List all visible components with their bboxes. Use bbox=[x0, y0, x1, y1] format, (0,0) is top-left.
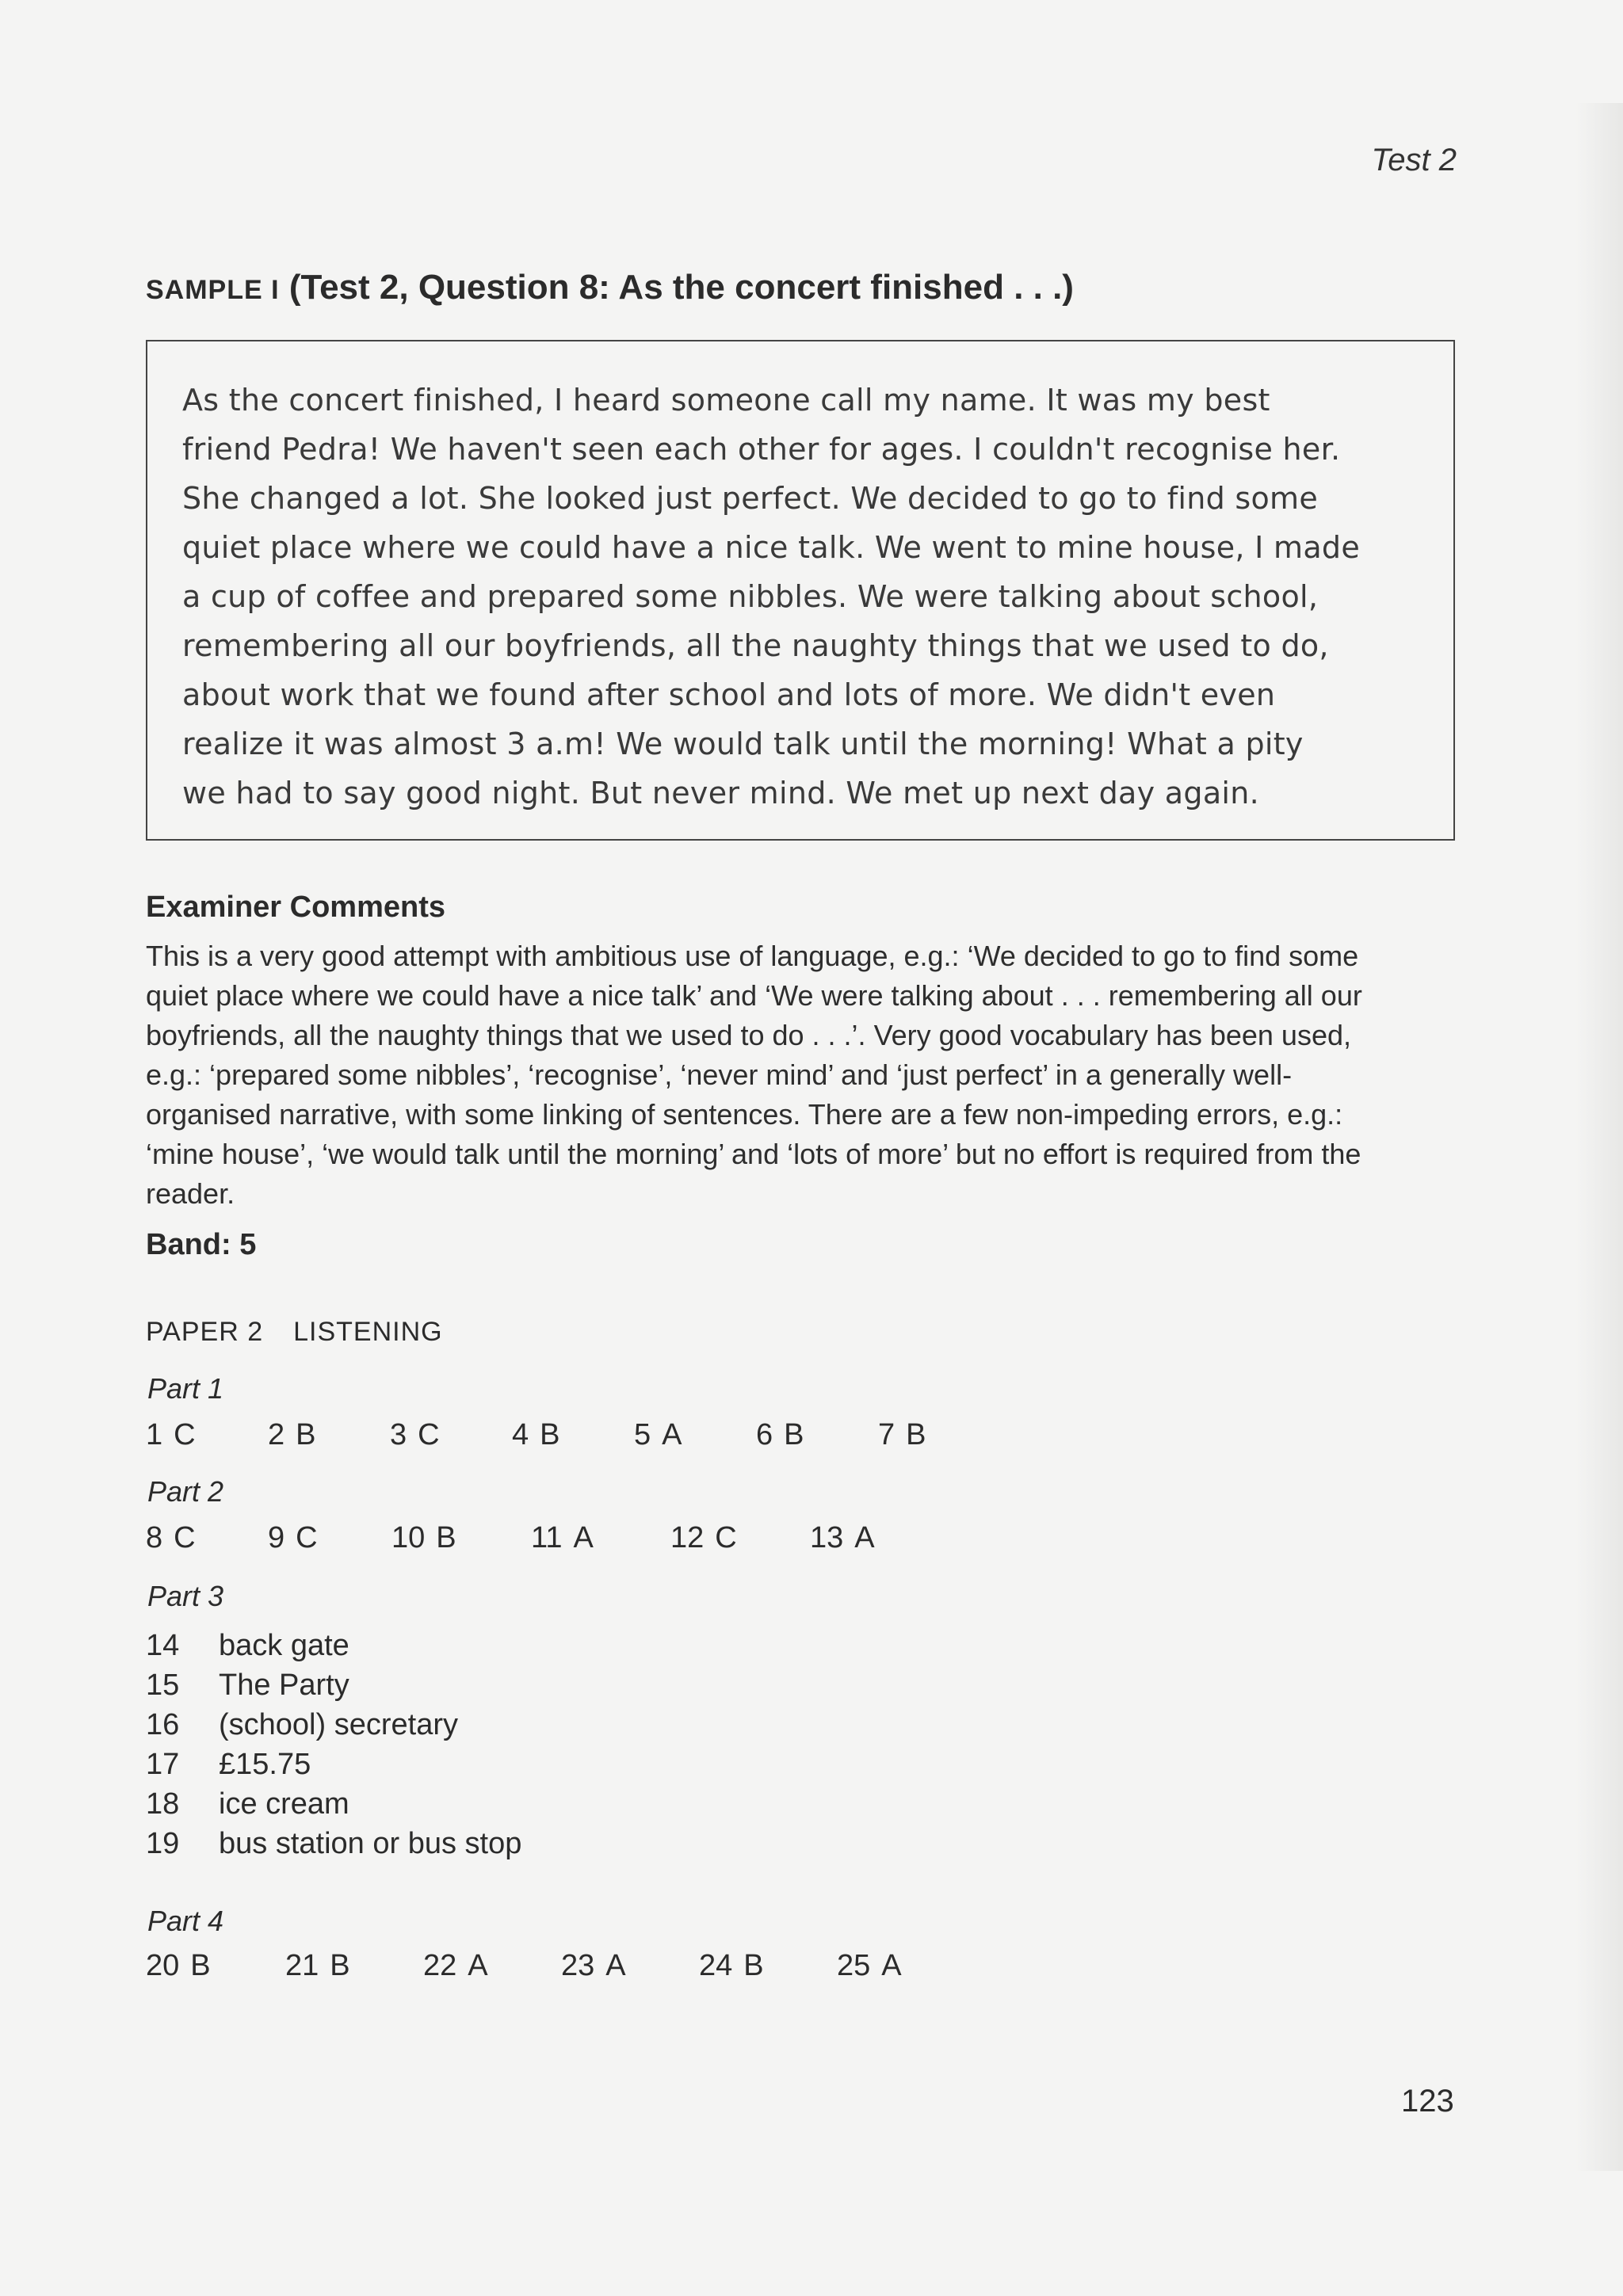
answer-number: 7 bbox=[878, 1418, 896, 1451]
answer-letter: C bbox=[418, 1418, 440, 1451]
paper-name: PAPER 2 bbox=[146, 1317, 264, 1347]
answer-letter: C bbox=[174, 1521, 196, 1554]
answer-number: 12 bbox=[670, 1521, 705, 1554]
answer-number: 6 bbox=[756, 1418, 773, 1451]
answer-letter: A bbox=[573, 1521, 594, 1554]
answer-item bbox=[561, 1949, 626, 1983]
answer-letter: B bbox=[743, 1949, 764, 1982]
band-score: Band: 5 bbox=[146, 1228, 257, 1261]
answer-item bbox=[810, 1521, 875, 1555]
answer-item bbox=[146, 1521, 196, 1555]
examiner-comments-heading: Examiner Comments bbox=[146, 891, 446, 924]
answer-number: 4 bbox=[512, 1418, 529, 1451]
answer-letter: C bbox=[715, 1521, 737, 1554]
part-1-label: Part 1 bbox=[147, 1372, 224, 1405]
answer-item bbox=[146, 1949, 211, 1983]
essay-box bbox=[146, 340, 1455, 841]
answer-number: 11 bbox=[531, 1521, 563, 1554]
part-3-label: Part 3 bbox=[147, 1580, 224, 1612]
answer-item bbox=[146, 1827, 521, 1861]
answer-letter: C bbox=[296, 1521, 318, 1554]
essay-line: friend Pedra! We haven't seen each other for ages. I couldn't recognise her. bbox=[182, 432, 1341, 467]
answer-letter: B bbox=[906, 1418, 926, 1451]
essay-line: quiet place where we could have a nice talk. We went to mine house, I made bbox=[182, 530, 1361, 565]
answer-item bbox=[146, 1629, 349, 1663]
answer-number: 8 bbox=[146, 1521, 163, 1554]
answer-number: 14 bbox=[146, 1629, 180, 1662]
answer-item bbox=[268, 1521, 318, 1555]
answer-item bbox=[146, 1748, 311, 1782]
answer-letter: A bbox=[605, 1949, 626, 1982]
sample-heading bbox=[146, 268, 1074, 307]
answer-number: 2 bbox=[268, 1418, 285, 1451]
answer-number: 24 bbox=[699, 1949, 733, 1982]
essay-line: She changed a lot. She looked just perfect. We decided to go to find some bbox=[182, 481, 1319, 516]
answer-number: 3 bbox=[390, 1418, 407, 1451]
part-2-label: Part 2 bbox=[147, 1475, 224, 1508]
answer-letter: C bbox=[174, 1418, 196, 1451]
answer-item bbox=[268, 1418, 316, 1452]
comment-line: organised narrative, with some linking of sentences. There are a few non-impeding errors, e.g.: bbox=[146, 1098, 1343, 1131]
comment-line: This is a very good attempt with ambitious use of language, e.g.: ‘We decided to go to find some bbox=[146, 940, 1359, 972]
answer-letter: B bbox=[190, 1949, 211, 1982]
answer-letter: A bbox=[662, 1418, 682, 1451]
answer-letter: B bbox=[436, 1521, 456, 1554]
comment-line: reader. bbox=[146, 1177, 235, 1210]
part-4-label: Part 4 bbox=[147, 1905, 224, 1937]
answer-text: ice cream bbox=[219, 1787, 349, 1821]
essay-line: As the concert finished, I heard someone call my name. It was my best bbox=[182, 383, 1270, 418]
answer-item bbox=[146, 1708, 458, 1742]
essay-line: we had to say good night. But never mind. We met up next day again. bbox=[182, 776, 1260, 810]
answer-number: 21 bbox=[285, 1949, 319, 1982]
comment-line: e.g.: ‘prepared some nibbles’, ‘recognise’, ‘never mind’ and ‘just perfect’ in a generally well- bbox=[146, 1058, 1293, 1091]
answer-item bbox=[531, 1521, 594, 1555]
answer-number: 25 bbox=[837, 1949, 871, 1982]
answer-text: back gate bbox=[219, 1629, 349, 1662]
answer-number: 15 bbox=[146, 1669, 180, 1702]
answer-item bbox=[146, 1669, 349, 1703]
answer-letter: B bbox=[296, 1418, 316, 1451]
running-head: Test 2 bbox=[1371, 143, 1457, 177]
page-edge-shadow bbox=[1575, 103, 1623, 2171]
answer-item bbox=[390, 1418, 440, 1452]
answer-letter: B bbox=[330, 1949, 350, 1982]
answer-number: 23 bbox=[561, 1949, 595, 1982]
answer-number: 17 bbox=[146, 1748, 180, 1781]
answer-number: 1 bbox=[146, 1418, 163, 1451]
comment-line: boyfriends, all the naughty things that we used to do . . .’. Very good vocabulary has been used, bbox=[146, 1019, 1351, 1051]
answer-text: The Party bbox=[219, 1669, 349, 1702]
answer-letter: B bbox=[784, 1418, 804, 1451]
essay-line: remembering all our boyfriends, all the naughty things that we used to do, bbox=[182, 628, 1329, 663]
answer-item bbox=[837, 1949, 902, 1983]
answer-item bbox=[634, 1418, 682, 1452]
answer-letter: A bbox=[854, 1521, 875, 1554]
answer-item bbox=[670, 1521, 737, 1555]
answer-number: 19 bbox=[146, 1827, 180, 1860]
page-number: 123 bbox=[1401, 2084, 1454, 2119]
answer-item bbox=[391, 1521, 456, 1555]
answer-text: £15.75 bbox=[219, 1748, 311, 1781]
essay-line: a cup of coffee and prepared some nibbles. We were talking about school, bbox=[182, 579, 1319, 614]
answer-number: 9 bbox=[268, 1521, 285, 1554]
answer-letter: B bbox=[540, 1418, 560, 1451]
answer-item bbox=[699, 1949, 764, 1983]
paper-subject: LISTENING bbox=[293, 1317, 443, 1347]
answer-number: 22 bbox=[423, 1949, 457, 1982]
answer-number: 13 bbox=[810, 1521, 844, 1554]
answer-letter: A bbox=[468, 1949, 488, 1982]
answer-item bbox=[512, 1418, 560, 1452]
answer-number: 20 bbox=[146, 1949, 180, 1982]
sample-title: (Test 2, Question 8: As the concert finished . . .) bbox=[288, 268, 1074, 307]
answer-item bbox=[285, 1949, 350, 1983]
sample-label: SAMPLE I bbox=[146, 275, 280, 305]
answer-item bbox=[146, 1418, 196, 1452]
answer-number: 18 bbox=[146, 1787, 180, 1821]
essay-line: about work that we found after school and lots of more. We didn't even bbox=[182, 677, 1276, 712]
answer-text: (school) secretary bbox=[219, 1708, 458, 1741]
answer-item bbox=[756, 1418, 804, 1452]
answer-item bbox=[423, 1949, 488, 1983]
answer-text: bus station or bus stop bbox=[219, 1827, 522, 1860]
comment-line: ‘mine house’, ‘we would talk until the morning’ and ‘lots of more’ but no effort is required from the bbox=[146, 1138, 1361, 1170]
answer-number: 10 bbox=[391, 1521, 426, 1554]
essay-line: realize it was almost 3 a.m! We would talk until the morning! What a pity bbox=[182, 727, 1304, 761]
comment-line: quiet place where we could have a nice talk’ and ‘We were talking about . . . remembering all our bbox=[146, 979, 1362, 1012]
answer-item bbox=[878, 1418, 926, 1452]
paper-label bbox=[146, 1317, 443, 1348]
answer-item bbox=[146, 1787, 349, 1821]
answer-number: 16 bbox=[146, 1708, 180, 1741]
answer-letter: A bbox=[881, 1949, 902, 1982]
answer-number: 5 bbox=[634, 1418, 651, 1451]
